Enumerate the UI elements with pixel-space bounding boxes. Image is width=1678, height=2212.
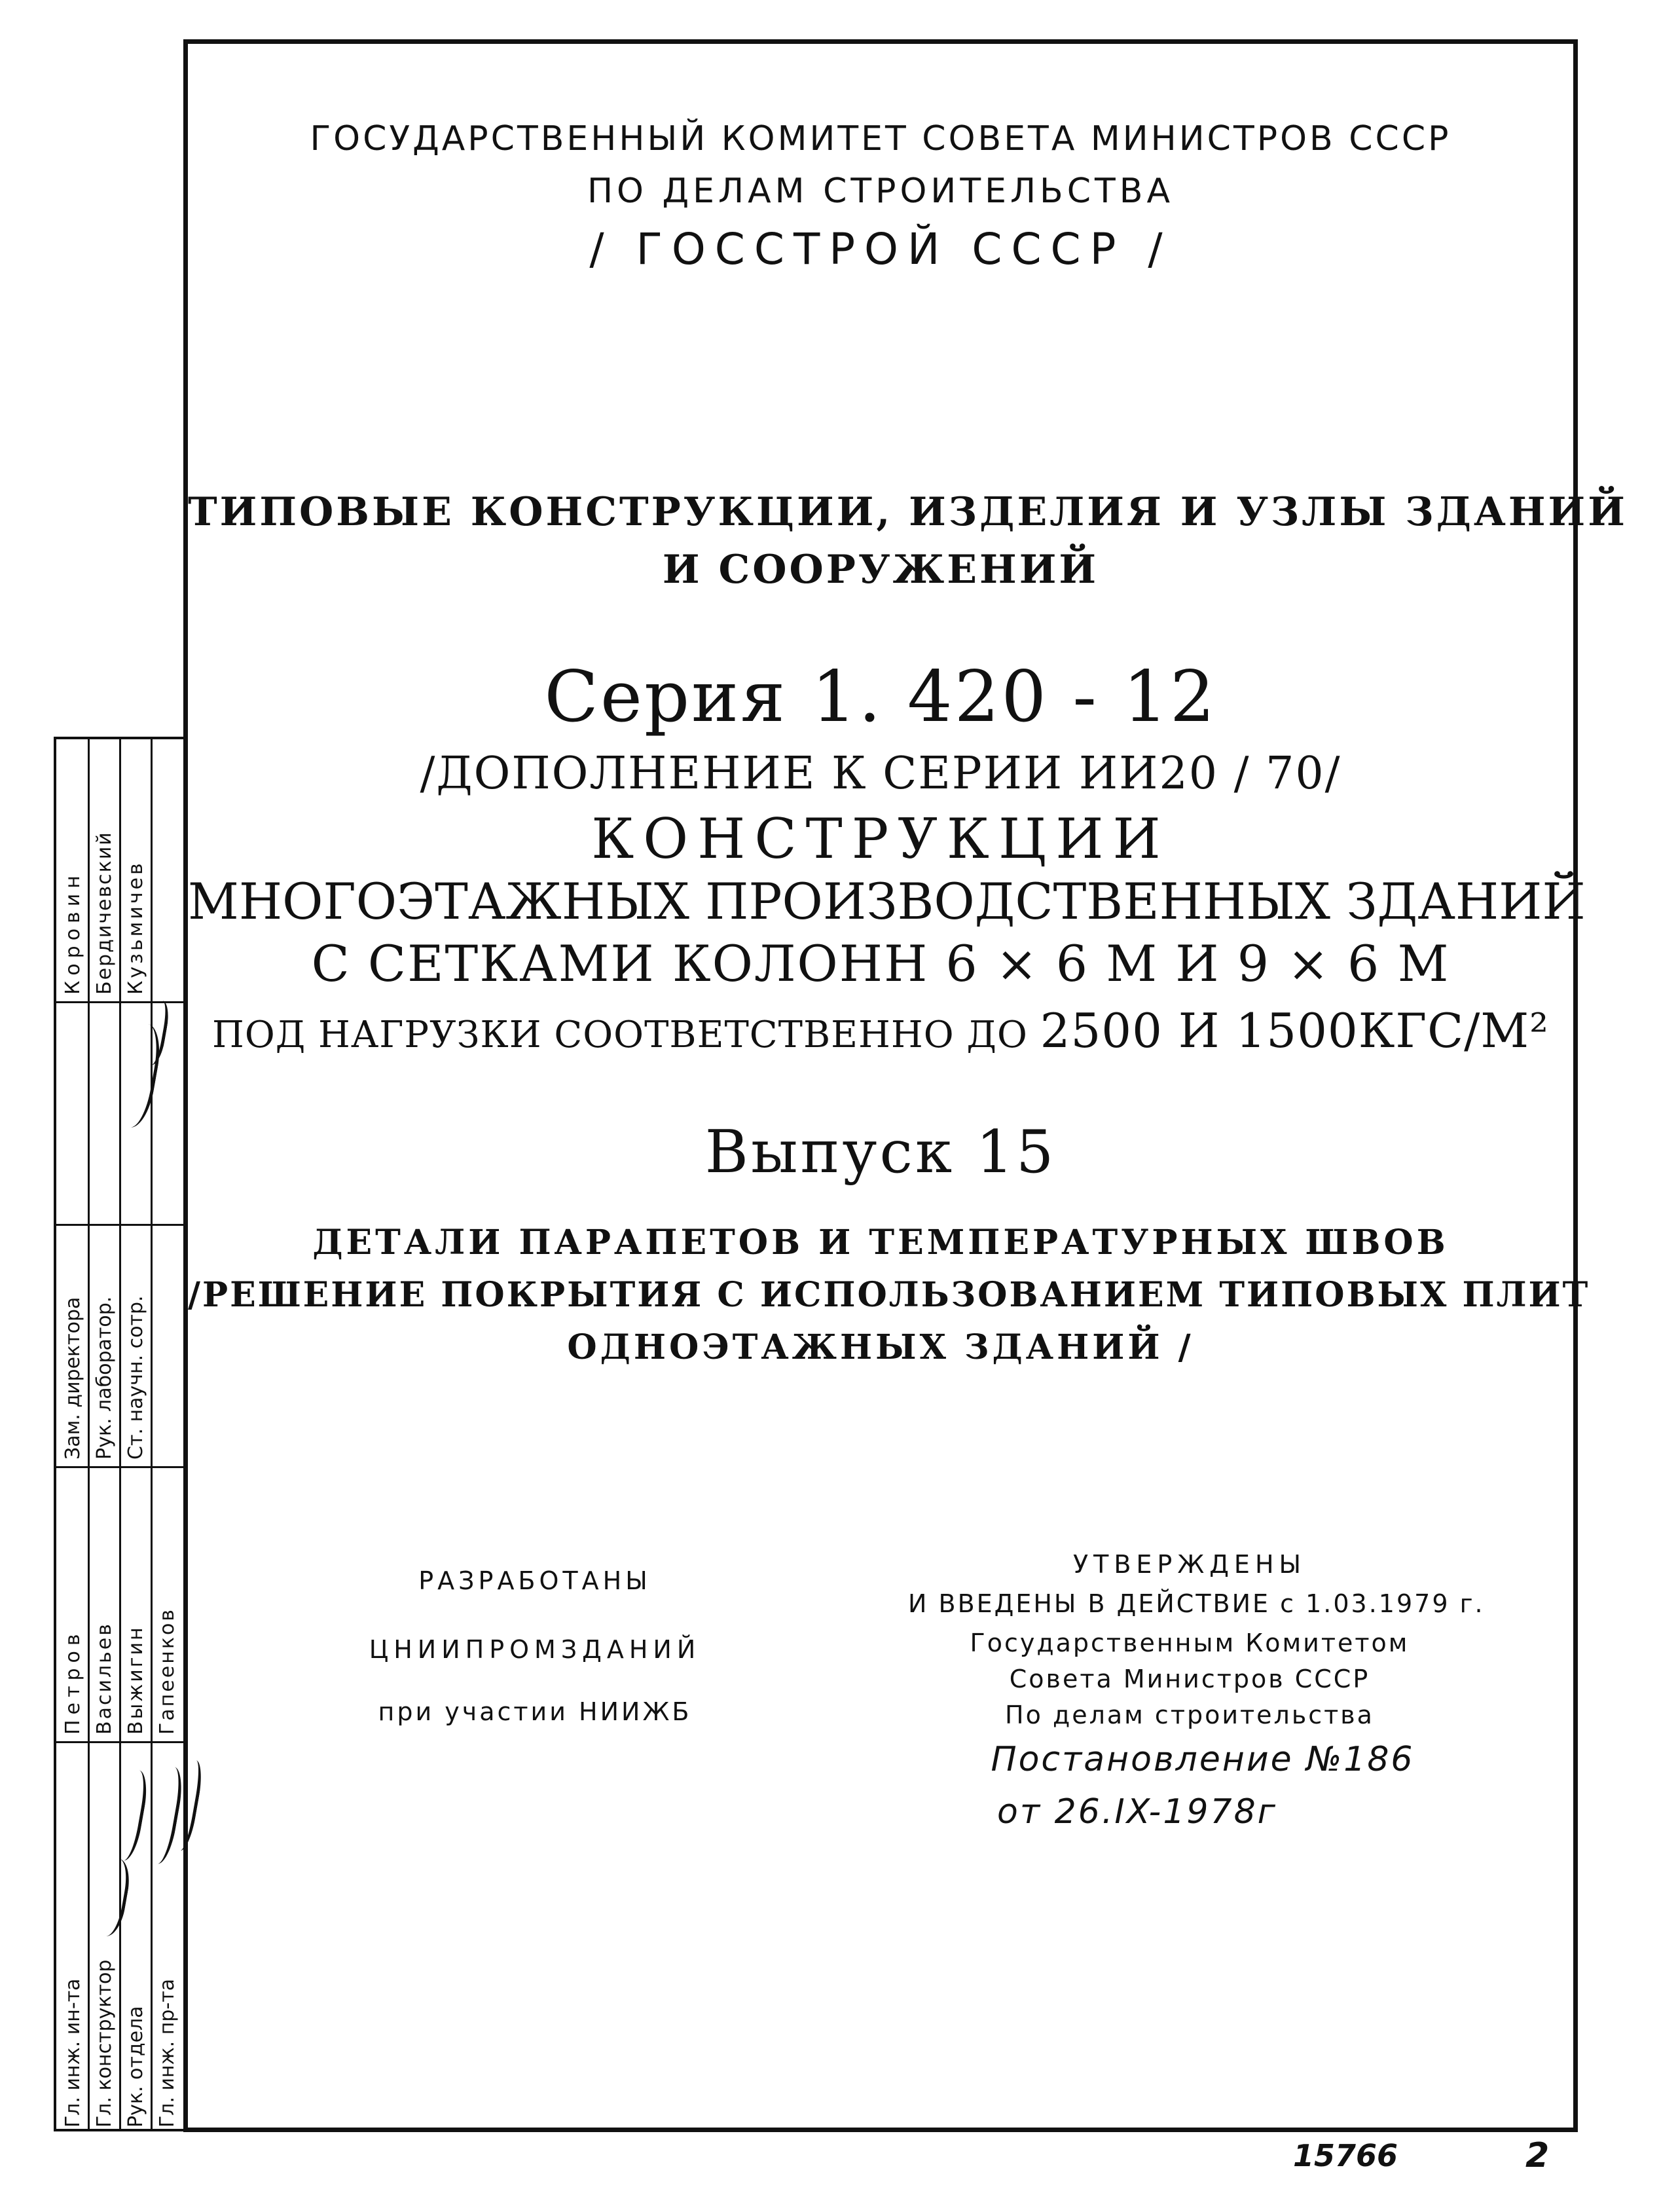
org-line-1: ГОСУДАРСТВЕННЫЙ КОМИТЕТ СОВЕТА МИНИСТРОВ СССР bbox=[310, 119, 1451, 158]
page-number: 2 bbox=[1525, 2136, 1550, 2175]
stamp-name: Коровин bbox=[62, 870, 84, 995]
signature-mark bbox=[137, 998, 172, 1067]
stamp-position: Ст. научн. сотр. bbox=[124, 1295, 147, 1460]
stamp-name: Гапеенков bbox=[156, 1608, 179, 1735]
series-line-1: КОНСТРУКЦИИ bbox=[591, 807, 1170, 871]
series-supplement: /ДОПОЛНЕНИЕ К СЕРИИ ИИ20 / 70/ bbox=[420, 748, 1341, 800]
developed-with: при участии НИИЖБ bbox=[378, 1697, 692, 1726]
series-title: Серия 1. 420 - 12 bbox=[544, 656, 1217, 738]
stamp-name: Васильев bbox=[93, 1622, 116, 1735]
issue-title: Выпуск 15 bbox=[704, 1118, 1057, 1187]
load-unit: КГС/М² bbox=[1358, 1003, 1550, 1058]
approved-label: УТВЕРЖДЕНЫ bbox=[1072, 1550, 1307, 1579]
signature-mark bbox=[106, 1767, 151, 1863]
load-values: 2500 И 1500 bbox=[1040, 1003, 1359, 1058]
approved-line-4: По делам строительства bbox=[1005, 1701, 1374, 1729]
issue-line-3: ОДНОЭТАЖНЫХ ЗДАНИЙ / bbox=[567, 1327, 1194, 1367]
stamp-divider bbox=[56, 1466, 183, 1468]
stamp-name: Петров bbox=[62, 1629, 84, 1735]
signature-mark bbox=[84, 1855, 133, 1939]
stamp-position: Гл. инж. ин-та bbox=[62, 1978, 84, 2128]
stamp-name: Кузьмичев bbox=[124, 860, 147, 995]
series-load bbox=[188, 1003, 1573, 1058]
stamp-position: Зам. директора bbox=[62, 1297, 84, 1460]
stamp-position: Рук. отдела bbox=[124, 2006, 147, 2128]
issue-line-2: /РЕШЕНИЕ ПОКРЫТИЯ С ИСПОЛЬЗОВАНИЕМ ТИПОВЫХ ПЛИТ bbox=[188, 1275, 1590, 1315]
stamp-position: Гл. инж. пр-та bbox=[156, 1978, 179, 2128]
org-line-2: ПО ДЕЛАМ СТРОИТЕЛЬСТВА bbox=[587, 172, 1175, 211]
archive-number: 15766 bbox=[1293, 2138, 1398, 2173]
stamp-divider bbox=[151, 739, 153, 2129]
org-line-3: / ГОССТРОЙ СССР / bbox=[589, 224, 1172, 274]
side-stamp bbox=[54, 737, 183, 2131]
stamp-divider bbox=[56, 1224, 183, 1226]
series-line-2: МНОГОЭТАЖНЫХ ПРОИЗВОДСТВЕННЫХ ЗДАНИЙ bbox=[188, 872, 1586, 931]
approved-date: от 26.IX-1978г bbox=[997, 1792, 1277, 1832]
developed-label: РАЗРАБОТАНЫ bbox=[418, 1566, 651, 1595]
stamp-divider bbox=[56, 1741, 183, 1743]
developed-org: ЦНИИПРОМЗДАНИЙ bbox=[369, 1635, 701, 1664]
stamp-name: Бердичевский bbox=[93, 831, 116, 995]
approved-line-3: Совета Министров СССР bbox=[1009, 1665, 1370, 1693]
approved-line-1: И ВВЕДЕНЫ В ДЕЙСТВИЕ с 1.03.1979 г. bbox=[908, 1589, 1485, 1618]
approved-decree: Постановление №186 bbox=[991, 1740, 1415, 1779]
stamp-position: Рук. лаборатор. bbox=[93, 1296, 116, 1460]
stamp-position: Гл. конструктор bbox=[93, 1959, 116, 2128]
series-line-3: С СЕТКАМИ КОЛОНН 6 × 6 М И 9 × 6 М bbox=[311, 934, 1450, 993]
category-line-2: И СООРУЖЕНИЙ bbox=[662, 547, 1099, 593]
issue-line-1: ДЕТАЛИ ПАРАПЕТОВ И ТЕМПЕРАТУРНЫХ ШВОВ bbox=[312, 1223, 1449, 1263]
category-line-1: ТИПОВЫЕ КОНСТРУКЦИИ, ИЗДЕЛИЯ И УЗЛЫ ЗДАНИЙ bbox=[188, 489, 1628, 535]
document-frame bbox=[183, 39, 1628, 2132]
stamp-name: Выжигин bbox=[124, 1625, 147, 1735]
approved-line-2: Государственным Комитетом bbox=[970, 1629, 1410, 1657]
load-prefix: ПОД НАГРУЗКИ СООТВЕТСТВЕННО ДО bbox=[211, 1014, 1040, 1056]
